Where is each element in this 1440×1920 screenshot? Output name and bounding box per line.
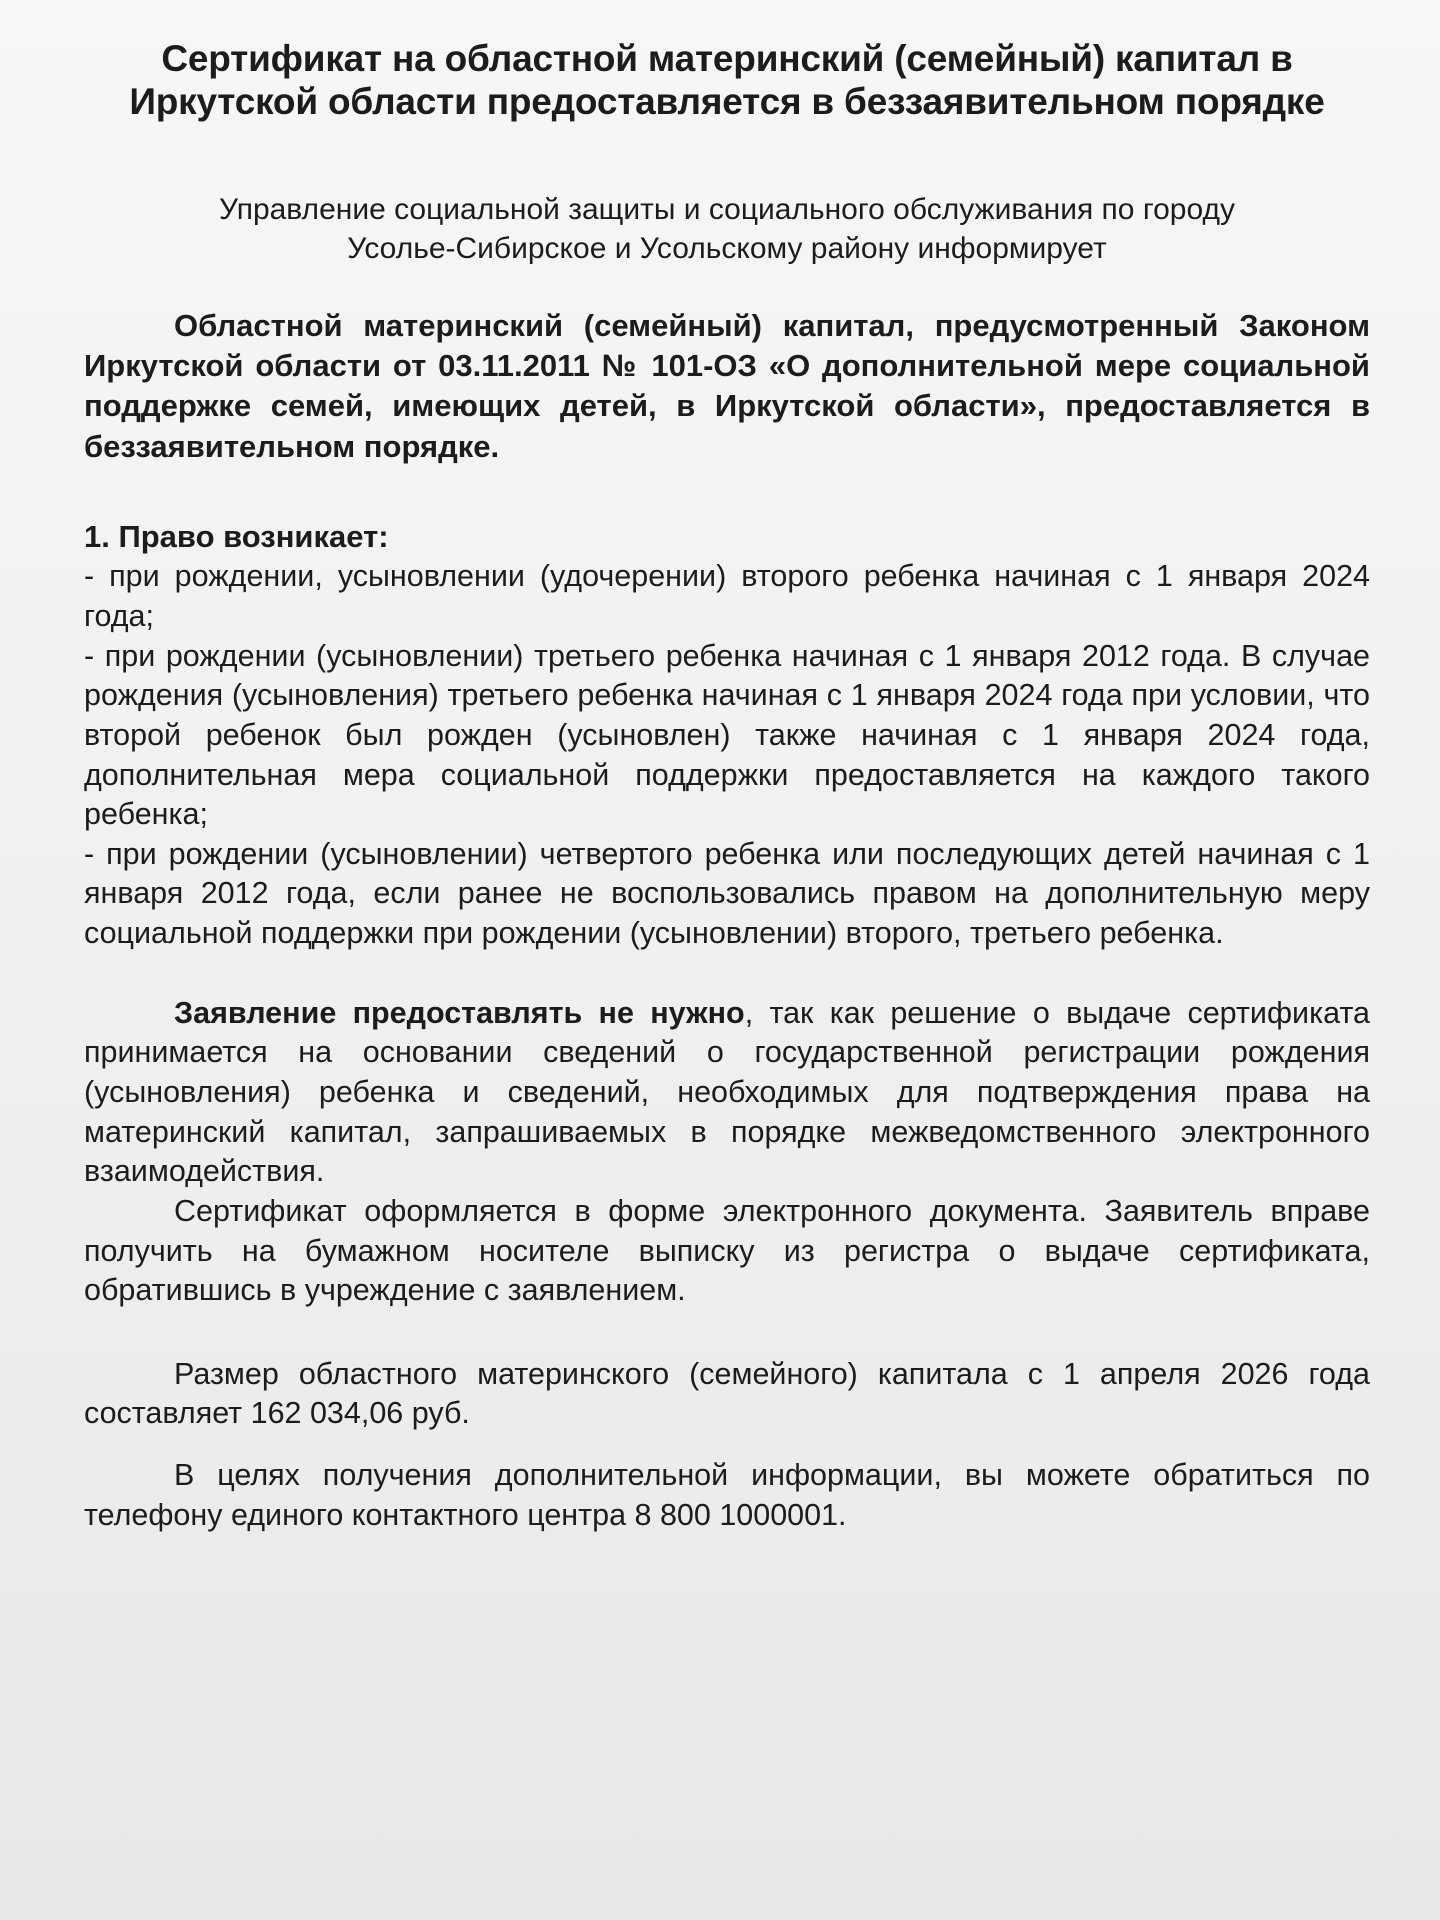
subtitle-line-2: Усолье-Сибирское и Усольскому району информирует <box>347 231 1107 265</box>
application-paragraph <box>84 994 1370 1192</box>
rights-item-second-child: - при рождении, усыновлении (удочерении) второго ребенка начиная с 1 января 2024 года; <box>84 559 1370 633</box>
section-heading: 1. Право возникает: <box>84 519 389 554</box>
certificate-form-paragraph: Сертификат оформляется в форме электронного документа. Заявитель вправе получить на бумажном носителе выписку из регистра о выдаче сертификата, обратившись в учреждение с заявлением. <box>84 1193 1370 1308</box>
subtitle-line-1: Управление социальной защиты и социального обслуживания по городу <box>218 192 1235 226</box>
contact-paragraph: В целях получения дополнительной информации, вы можете обратиться по телефону единого контактного центра 8 800 1000001. <box>84 1458 1370 1532</box>
application-text: , так как решение о выдаче сертификата принимается на основании сведений о государственной регистрации рождения (усыновления) ребенка и сведений, необходимых для подтверждения права на материнский капитал, запрашиваемых в порядке межведомственного электронного взаимодействия. <box>84 995 1370 1189</box>
document-subtitle <box>84 190 1370 268</box>
rights-item-fourth-child: - при рождении (усыновлении) четвертого ребенка или последующих детей начиная с 1 января 2012 года, если ранее не воспользовались правом на дополнительную меру социальной поддержки при рождении (усыновлении) второго, третьего ребенка. <box>84 836 1370 951</box>
intro-paragraph: Областной материнский (семейный) капитал, предусмотренный Законом Иркутской области от 03.11.2011 № 101-ОЗ «О дополнительной мере социальной поддержке семей, имеющих детей, в Иркутской области», предоставляется в беззаявительном порядке. <box>84 307 1370 464</box>
section-rights <box>84 517 1370 954</box>
document-title: Сертификат на областной материнский (семейный) капитал в Иркутской области предоставляется в беззаявительном порядке <box>129 38 1325 122</box>
rights-item-third-child: - при рождении (усыновлении) третьего ребенка начиная с 1 января 2012 года. В случае рождения (усыновления) третьего ребенка начиная с 1 января 2024 года при условии, что второй ребенок был рожден (усыновлен) также начиная с 1 января 2024 года, дополнительная мера социальной поддержки предоставляется на каждого такого ребенка; <box>84 638 1370 832</box>
amount-paragraph: Размер областного материнского (семейного) капитала с 1 апреля 2026 года составляет 162 034,06 руб. <box>84 1356 1370 1431</box>
application-bold-text: Заявление предоставлять не нужно <box>174 995 745 1030</box>
